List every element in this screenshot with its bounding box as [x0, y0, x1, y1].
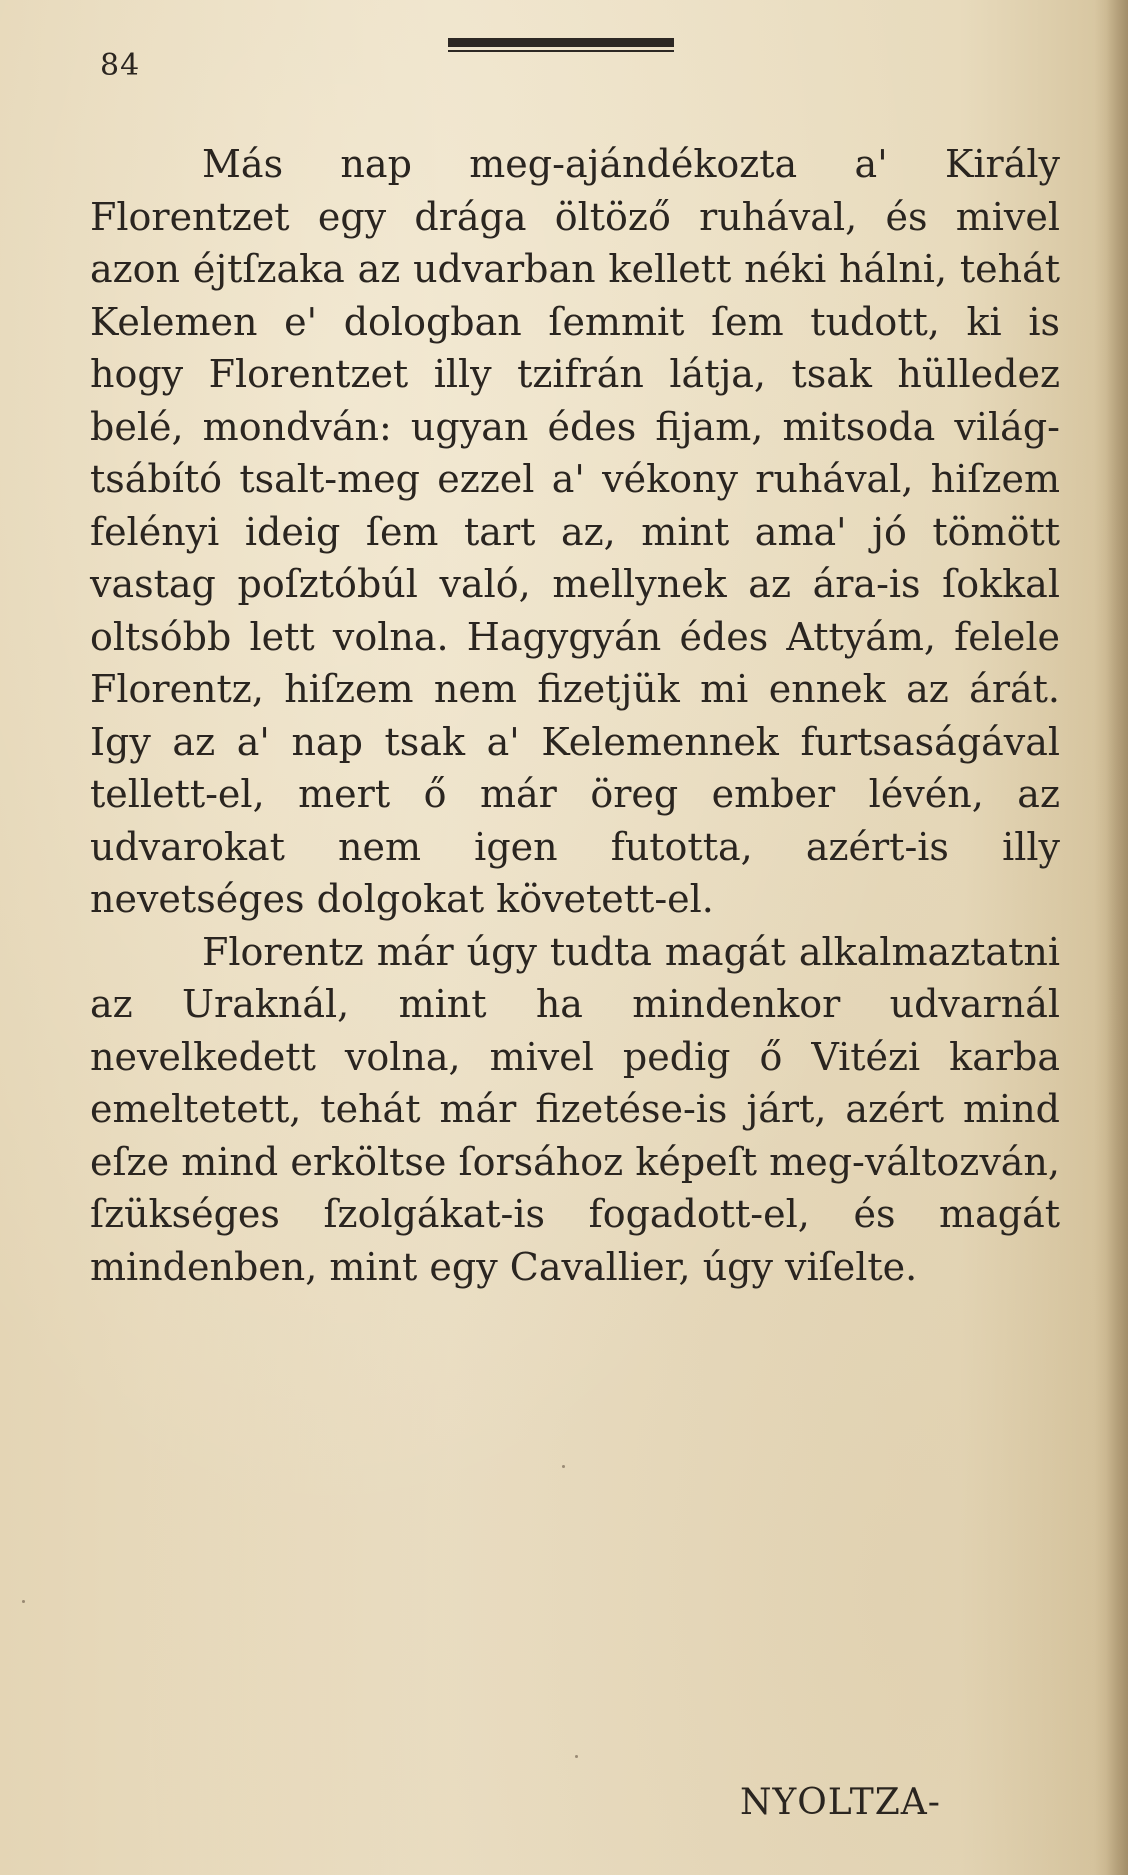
paper-speck — [562, 1465, 565, 1468]
page-number: 84 — [100, 48, 141, 83]
paper-speck — [575, 1755, 578, 1758]
paragraph-1: Más nap meg-ajándékozta a' Király Florentzet egy drága öltöző ruhával, és mivel azon éjtſzaka az udvarban kellett néki hálni, tehát Kelemen e' dologban ſemmit ſem tudott, ki is hogy Florentzet illy tzifrán látja, tsak hülledez belé, mondván: ugyan édes fijam, mitsoda világ-tsábító tsalt-meg ezzel a' vékony ruhával, hiſzem felényi ideig ſem tart az, mint ama' jó tömött vastag poſztóbúl való, mellynek az ára-is ſokkal oltsóbb lett volna. Hagygyán édes Attyám, felele Florentz, hiſzem nem fizetjük mi ennek az árát. Igy az a' nap tsak a' Kelemennek furtsaságával tellett-el, mert ő már öreg ember lévén, az udvarokat nem igen futotta, azért-is illy nevetséges dolgokat követett-el. — [90, 142, 1060, 921]
catchword: NYOLTZA- — [740, 1782, 941, 1823]
page-edge-shadow — [1106, 0, 1128, 1875]
header-rule — [448, 38, 674, 47]
paragraph-2: Florentz már úgy tudta magát alkalmaztatni az Uraknál, mint ha mindenkor udvarnál nevelkedett volna, mivel pedig ő Vitézi karba emeltetett, tehát már fizetése-is járt, azért mind eſze mind erköltse ſorsához képeſt meg-változván, ſzükséges ſzolgákat-is fogadott-el, és magát mindenben, mint egy Cavallier, úgy viſelte. — [90, 929, 1060, 1289]
paper-speck — [22, 1600, 25, 1603]
header-rule-thin — [448, 50, 674, 52]
body-text — [90, 138, 1060, 1293]
